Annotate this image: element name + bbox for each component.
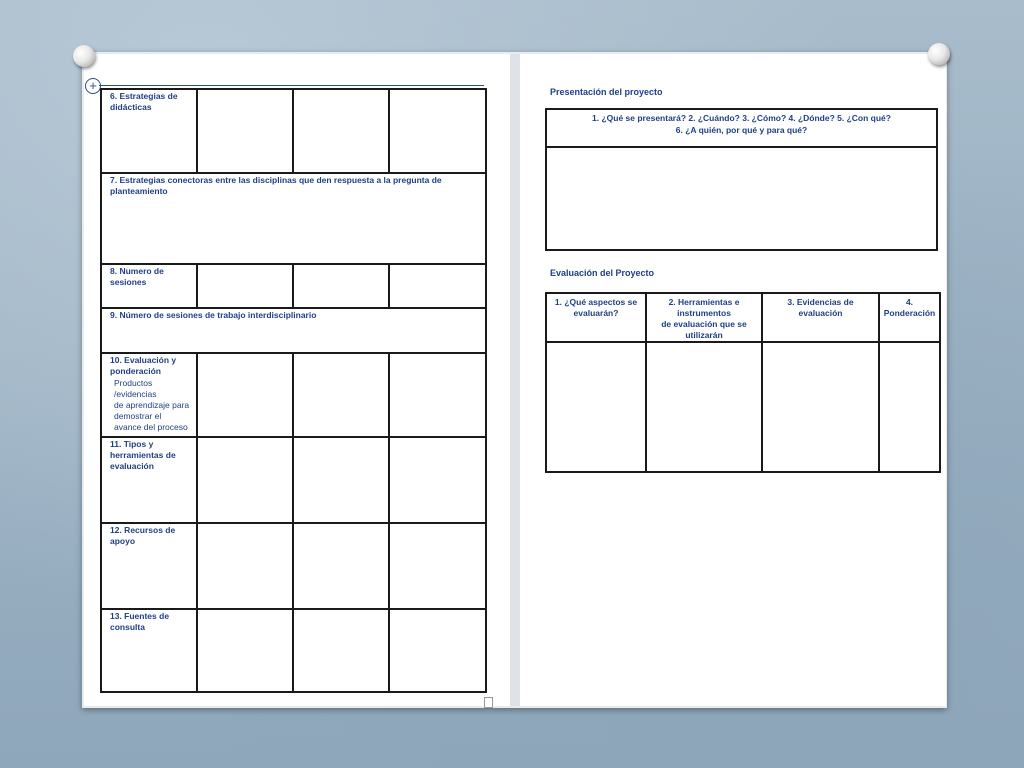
column-header: 1. ¿Qué aspectos se evaluarán? xyxy=(546,293,646,342)
input-cell[interactable] xyxy=(389,523,486,609)
row-label: 8. Numero de sesiones xyxy=(110,266,164,287)
input-cell[interactable] xyxy=(389,264,486,308)
input-cell[interactable] xyxy=(389,353,486,437)
input-cell[interactable] xyxy=(293,89,389,173)
input-cell[interactable] xyxy=(293,437,389,523)
row-label-cell xyxy=(101,609,197,692)
input-cell[interactable] xyxy=(197,264,293,308)
paragraph-mark-icon xyxy=(484,697,493,708)
table-move-handle-icon[interactable]: + xyxy=(85,78,101,94)
evaluation-title: Evaluación del Proyecto xyxy=(550,268,655,278)
presentation-questions-line1: 1. ¿Qué se presentará? 2. ¿Cuándo? 3. ¿Cómo? 4. ¿Dónde? 5. ¿Con qué? xyxy=(592,113,891,123)
input-cell[interactable] xyxy=(293,353,389,437)
pushpin-icon xyxy=(73,45,95,67)
table-row xyxy=(546,342,940,472)
planning-table xyxy=(100,88,487,693)
table-row xyxy=(101,264,486,308)
input-cell[interactable] xyxy=(197,437,293,523)
table-row xyxy=(101,308,486,353)
table-row xyxy=(546,147,937,250)
input-cell[interactable] xyxy=(546,342,646,472)
table-row xyxy=(546,109,937,147)
input-cell[interactable] xyxy=(879,342,940,472)
presentation-table xyxy=(545,108,938,251)
input-cell[interactable] xyxy=(389,89,486,173)
input-cell[interactable] xyxy=(197,89,293,173)
row-label: 10. Evaluación y ponderación xyxy=(110,355,177,376)
pushpin-icon xyxy=(928,43,950,65)
input-cell[interactable] xyxy=(197,609,293,692)
input-cell[interactable] xyxy=(762,342,879,472)
row-label: 13. Fuentes de consulta xyxy=(110,611,170,632)
evaluation-table xyxy=(545,292,941,473)
table-row xyxy=(101,437,486,523)
row-label: 9. Número de sesiones de trabajo interdisciplinario xyxy=(110,310,317,320)
input-cell[interactable] xyxy=(197,353,293,437)
row-label-cell[interactable] xyxy=(101,173,486,264)
row-label-cell[interactable] xyxy=(101,308,486,353)
row-label-cell xyxy=(101,523,197,609)
table-row xyxy=(546,293,940,342)
input-cell[interactable] xyxy=(293,523,389,609)
input-cell[interactable] xyxy=(389,437,486,523)
table-row xyxy=(101,89,486,173)
table-row xyxy=(101,609,486,692)
row-label: 11. Tipos y herramientas de evaluación xyxy=(110,439,176,471)
input-cell[interactable] xyxy=(389,609,486,692)
input-cell[interactable] xyxy=(546,147,937,250)
header-rule xyxy=(99,85,484,86)
input-cell[interactable] xyxy=(293,609,389,692)
column-header: 3. Evidencias de evaluación xyxy=(762,293,879,342)
row-label: 6. Estrategias de didácticas xyxy=(110,91,178,112)
input-cell[interactable] xyxy=(197,523,293,609)
row-label-cell xyxy=(101,89,197,173)
presentation-title: Presentación del proyecto xyxy=(550,87,663,97)
table-row xyxy=(101,523,486,609)
table-row xyxy=(101,353,486,437)
input-cell[interactable] xyxy=(293,264,389,308)
row-label-cell xyxy=(101,264,197,308)
presentation-questions-cell xyxy=(546,109,937,147)
table-row xyxy=(101,173,486,264)
column-header: 2. Herramientas e instrumentos de evaluación que se utilizarán xyxy=(646,293,762,342)
row-sublabel: Productos /evidencias de aprendizaje para demostrar el avance del proceso xyxy=(114,378,190,432)
row-label: 7. Estrategias conectoras entre las disciplinas que den respuesta a la pregunta de planteamiento xyxy=(110,175,442,196)
presentation-questions-line2: 6. ¿A quién, por qué y para qué? xyxy=(675,125,808,135)
row-label: 12. Recursos de apoyo xyxy=(110,525,176,546)
input-cell[interactable] xyxy=(646,342,762,472)
page-gutter xyxy=(510,54,520,706)
column-header: 4. Ponderación xyxy=(879,293,940,342)
row-label-cell xyxy=(101,437,197,523)
row-label-cell xyxy=(101,353,197,437)
